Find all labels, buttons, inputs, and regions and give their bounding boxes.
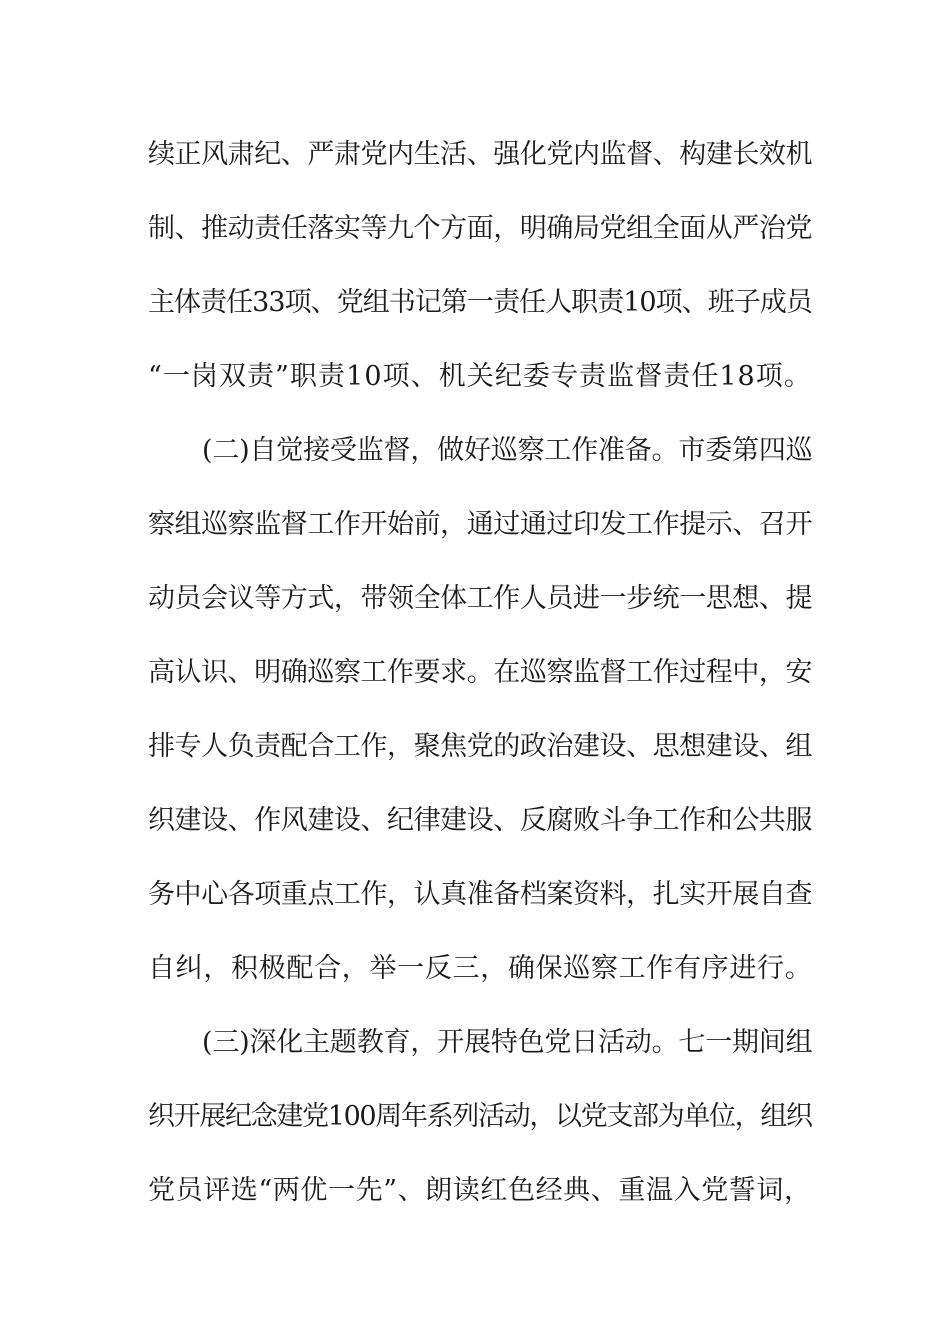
text-line: 察组巡察监督工作开始前，通过通过印发工作提示、召开 (148, 509, 812, 540)
text-line: 织建设、作风建设、纪律建设、反腐败斗争工作和公共服 (148, 805, 812, 836)
text-line: 制、推动责任落实等九个方面，明确局党组全面从严治党 (148, 213, 812, 244)
text-line: 织开展纪念建党100周年系列活动，以党支部为单位，组织 (148, 1101, 812, 1132)
text-line: 动员会议等方式，带领全体工作人员进一步统一思想、提 (148, 583, 812, 614)
paragraph-heading-line: (三)深化主题教育，开展特色党日活动。七一期间组 (202, 1027, 813, 1058)
text-line: “一岗双责”职责10项、机关纪委专责监督责任18项。 (148, 361, 812, 392)
text-line: 高认识、明确巡察工作要求。在巡察监督工作过程中，安 (148, 657, 812, 688)
text-line: 自纠，积极配合，举一反三，确保巡察工作有序进行。 (148, 953, 813, 984)
text-line: 党员评选“两优一先”、朗读红色经典、重温入党誓词， (148, 1175, 812, 1206)
text-line: 续正风肃纪、严肃党内生活、强化党内监督、构建长效机 (148, 139, 812, 170)
text-line: 务中心各项重点工作，认真准备档案资料，扎实开展自查 (148, 879, 812, 910)
text-line: 主体责任33项、党组书记第一责任人职责10项、班子成员 (148, 287, 812, 318)
paragraph-heading-line: (二)自觉接受监督，做好巡察工作准备。市委第四巡 (202, 435, 813, 466)
text-line: 排专人负责配合工作，聚焦党的政治建设、思想建设、组 (148, 731, 812, 762)
